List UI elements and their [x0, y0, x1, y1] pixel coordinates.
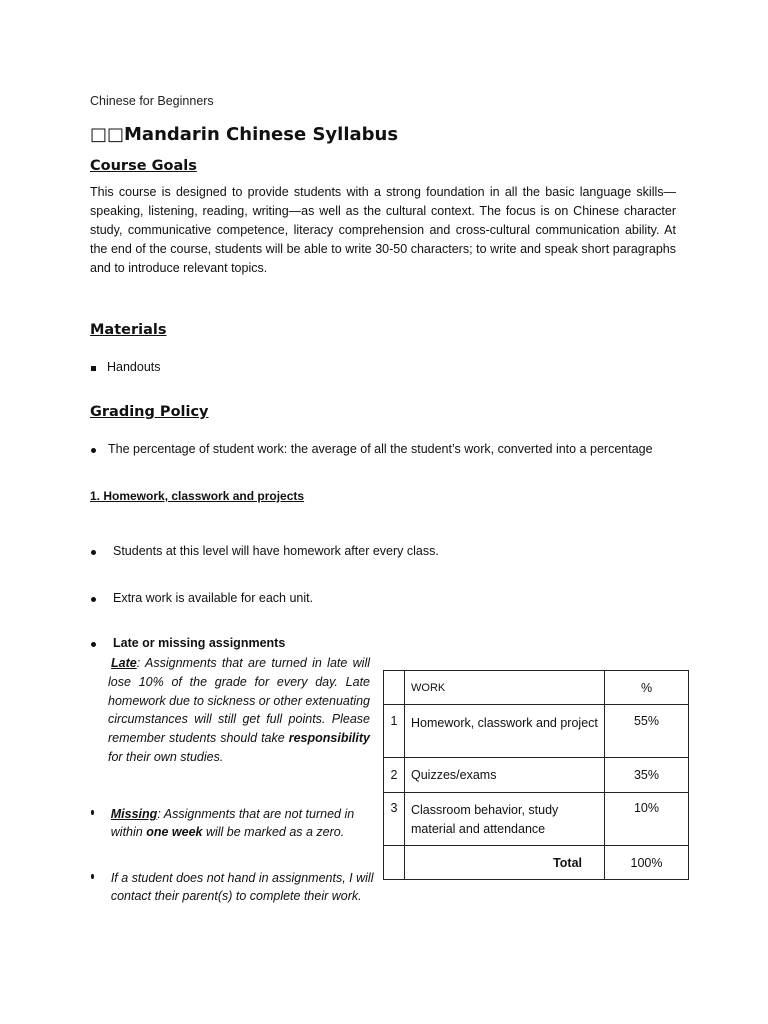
table-cell [384, 846, 405, 880]
late-missing-bullet [91, 636, 285, 650]
bullet-dot-icon [91, 448, 96, 453]
row-work: Homework, classwork and project [405, 705, 605, 758]
bullet-dot-icon [91, 597, 96, 602]
total-label: Total [405, 846, 605, 880]
table-header-row [384, 671, 689, 705]
table-row [384, 758, 689, 793]
responsibility-emphasis: responsibility [288, 731, 370, 746]
table-row [384, 793, 689, 846]
bullet-dot-icon [91, 810, 94, 815]
missing-label: Missing [110, 807, 158, 821]
parent-note-bullet [91, 869, 401, 905]
late-policy-text: Late: Assignments that are turned in late will lose 10% of the grade for every day. Late homework due to sickness or other extenuating circumstances will still get full points. Please remember students should take responsibility for their own studies. [108, 656, 370, 764]
homework-bullet-1-text: Students at this level will have homework after every class. [113, 544, 439, 558]
row-pct: 35% [605, 758, 689, 793]
row-pct: 55% [605, 705, 689, 758]
table-header-pct: % [605, 671, 689, 705]
row-number: 3 [384, 793, 405, 846]
square-bullet-icon [91, 366, 96, 371]
late-label: Late [111, 656, 137, 670]
missing-bullet [91, 805, 376, 841]
grading-intro-text: The percentage of student work: the average of all the student’s work, converted into a percentage [108, 442, 653, 456]
course-label: Chinese for Beginners [90, 94, 214, 108]
row-work: Quizzes/exams [405, 758, 605, 793]
course-goals-heading: Course Goals [90, 158, 197, 174]
table-cell [384, 671, 405, 705]
materials-item-label: Handouts [107, 360, 161, 374]
row-pct: 10% [605, 793, 689, 846]
grading-policy-heading: Grading Policy [90, 404, 209, 420]
course-goals-text: This course is designed to provide students with a strong foundation in all the basic language skills—speaking, listening, reading, writing—as well as the cultural context. The focus is on Chinese character study, communicative competence, literacy comprehension and cross-cultural communication ability. At the end of the course, students will be able to write 30-50 characters; to write and speak short paragraphs and to introduce relevant topics. [90, 185, 676, 275]
parent-note-text: If a student does not hand in assignments, I will contact their parent(s) to complete their work. [110, 871, 374, 903]
homework-bullet-2 [91, 591, 313, 605]
table-row [384, 705, 689, 758]
page-title: □□Mandarin Chinese Syllabus [90, 124, 399, 145]
missing-text: Missing: Assignments that are not turned in within one week will be marked as a zero. [110, 807, 355, 839]
materials-heading: Materials [90, 322, 167, 338]
bullet-dot-icon [91, 874, 94, 879]
grading-table [383, 670, 689, 880]
homework-subheading: 1. Homework, classwork and projects [90, 489, 305, 503]
row-work: Classroom behavior, study material and attendance [405, 793, 605, 846]
table-header-work: WORK [405, 671, 605, 705]
total-pct: 100% [605, 846, 689, 880]
bullet-dot-icon [91, 642, 96, 647]
row-number: 1 [384, 705, 405, 758]
grading-intro-bullet [91, 442, 653, 456]
late-missing-heading: Late or missing assignments [113, 636, 286, 650]
homework-bullet-2-text: Extra work is available for each unit. [113, 591, 314, 605]
one-week-emphasis: one week [146, 825, 203, 839]
table-total-row [384, 846, 689, 880]
row-number: 2 [384, 758, 405, 793]
homework-bullet-1 [91, 544, 439, 558]
materials-item-handouts [91, 360, 161, 374]
bullet-dot-icon [91, 550, 96, 555]
